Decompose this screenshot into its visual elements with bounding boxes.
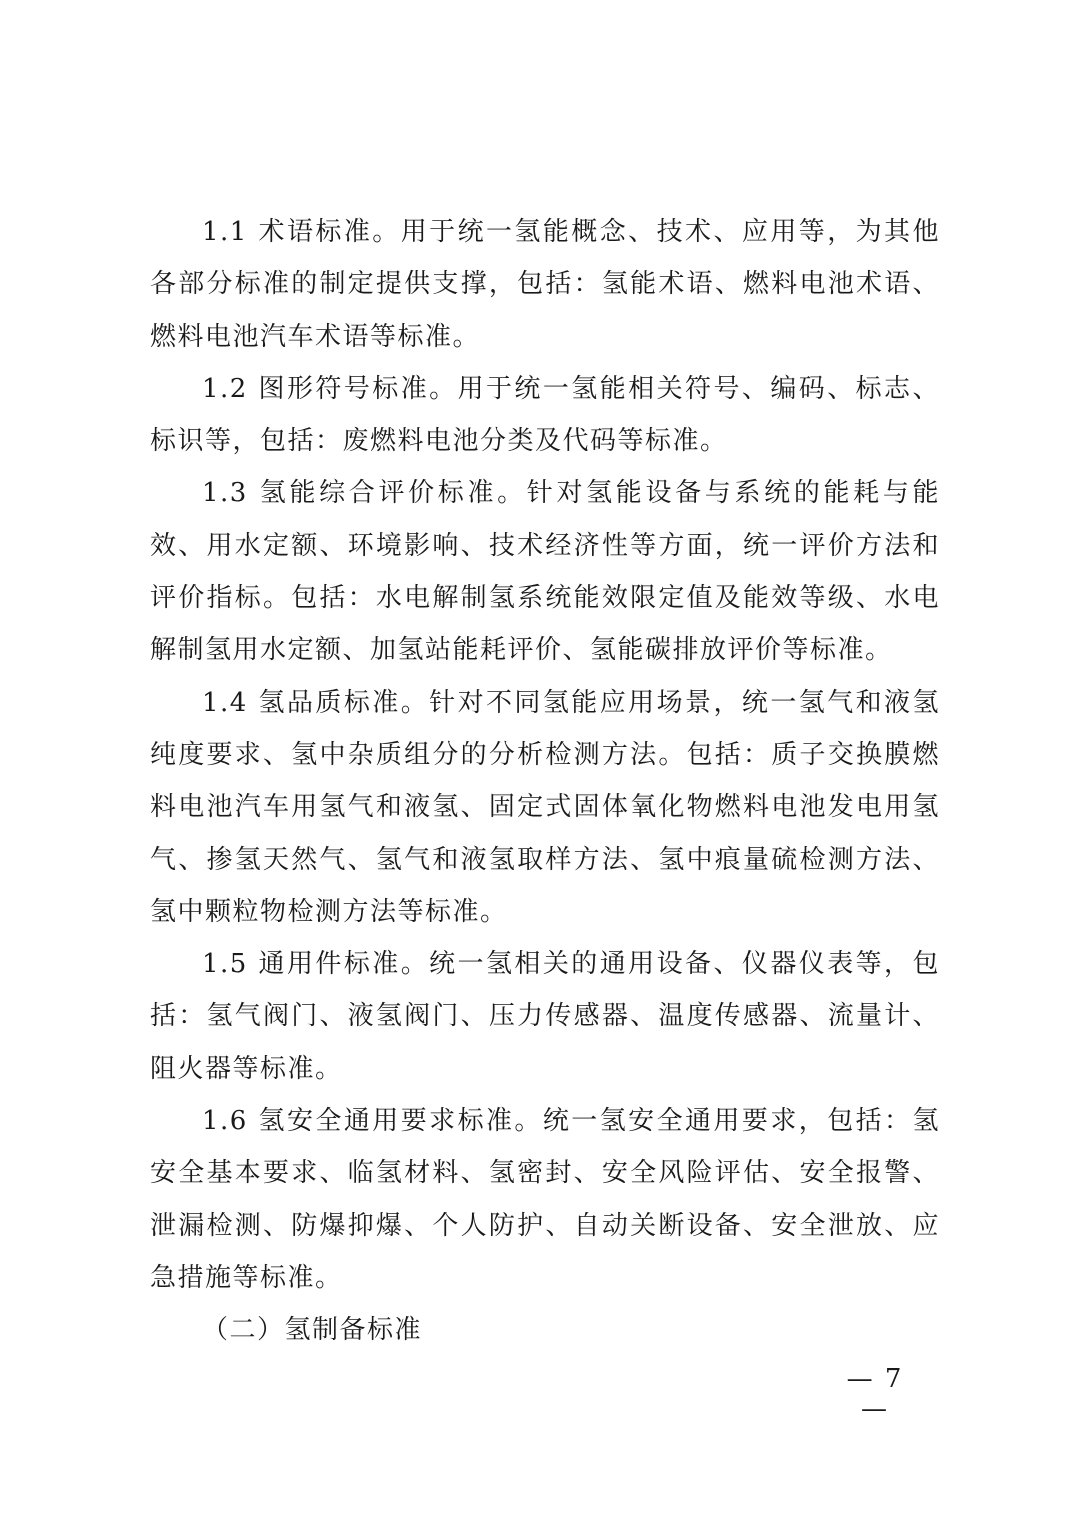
paragraph-comprehensive-evaluation-standard: 1.3 氢能综合评价标准。针对氢能设备与系统的能耗与能效、用水定额、环境影响、技术经济性等方面，统一评价方法和评价指标。包括：水电解制氢系统能效限定值及能效等级、水电解制氢用水定额、加氢站能耗评价、氢能碳排放评价等标准。 bbox=[150, 478, 940, 666]
document-body bbox=[150, 206, 940, 1357]
paragraph-safety-requirements-standard: 1.6 氢安全通用要求标准。统一氢安全通用要求，包括：氢安全基本要求、临氢材料、氢密封、安全风险评估、安全报警、泄漏检测、防爆抑爆、个人防护、自动关断设备、安全泄放、应急措施等标准。 bbox=[150, 1106, 940, 1293]
paragraph-graphic-symbol-standard: 1.2 图形符号标准。用于统一氢能相关符号、编码、标志、标识等，包括：废燃料电池分类及代码等标准。 bbox=[150, 373, 940, 457]
paragraph-general-parts-standard: 1.5 通用件标准。统一氢相关的通用设备、仪器仪表等，包括：氢气阀门、液氢阀门、压力传感器、温度传感器、流量计、阻火器等标准。 bbox=[150, 949, 940, 1084]
paragraph-hydrogen-quality-standard: 1.4 氢品质标准。针对不同氢能应用场景，统一氢气和液氢纯度要求、氢中杂质组分的分析检测方法。包括：质子交换膜燃料电池汽车用氢气和液氢、固定式固体氧化物燃料电池发电用氢气、掺氢天然气、氢气和液氢取样方法、氢中痕量硫检测方法、氢中颗粒物检测方法等标准。 bbox=[150, 687, 940, 927]
page-number: — 7 — bbox=[846, 1364, 904, 1424]
section-heading-hydrogen-production: （二）氢制备标准 bbox=[202, 1315, 423, 1346]
paragraph-terminology-standard: 1.1 术语标准。用于统一氢能概念、技术、应用等，为其他各部分标准的制定提供支撑，包括：氢能术语、燃料电池术语、燃料电池汽车术语等标准。 bbox=[150, 217, 940, 352]
